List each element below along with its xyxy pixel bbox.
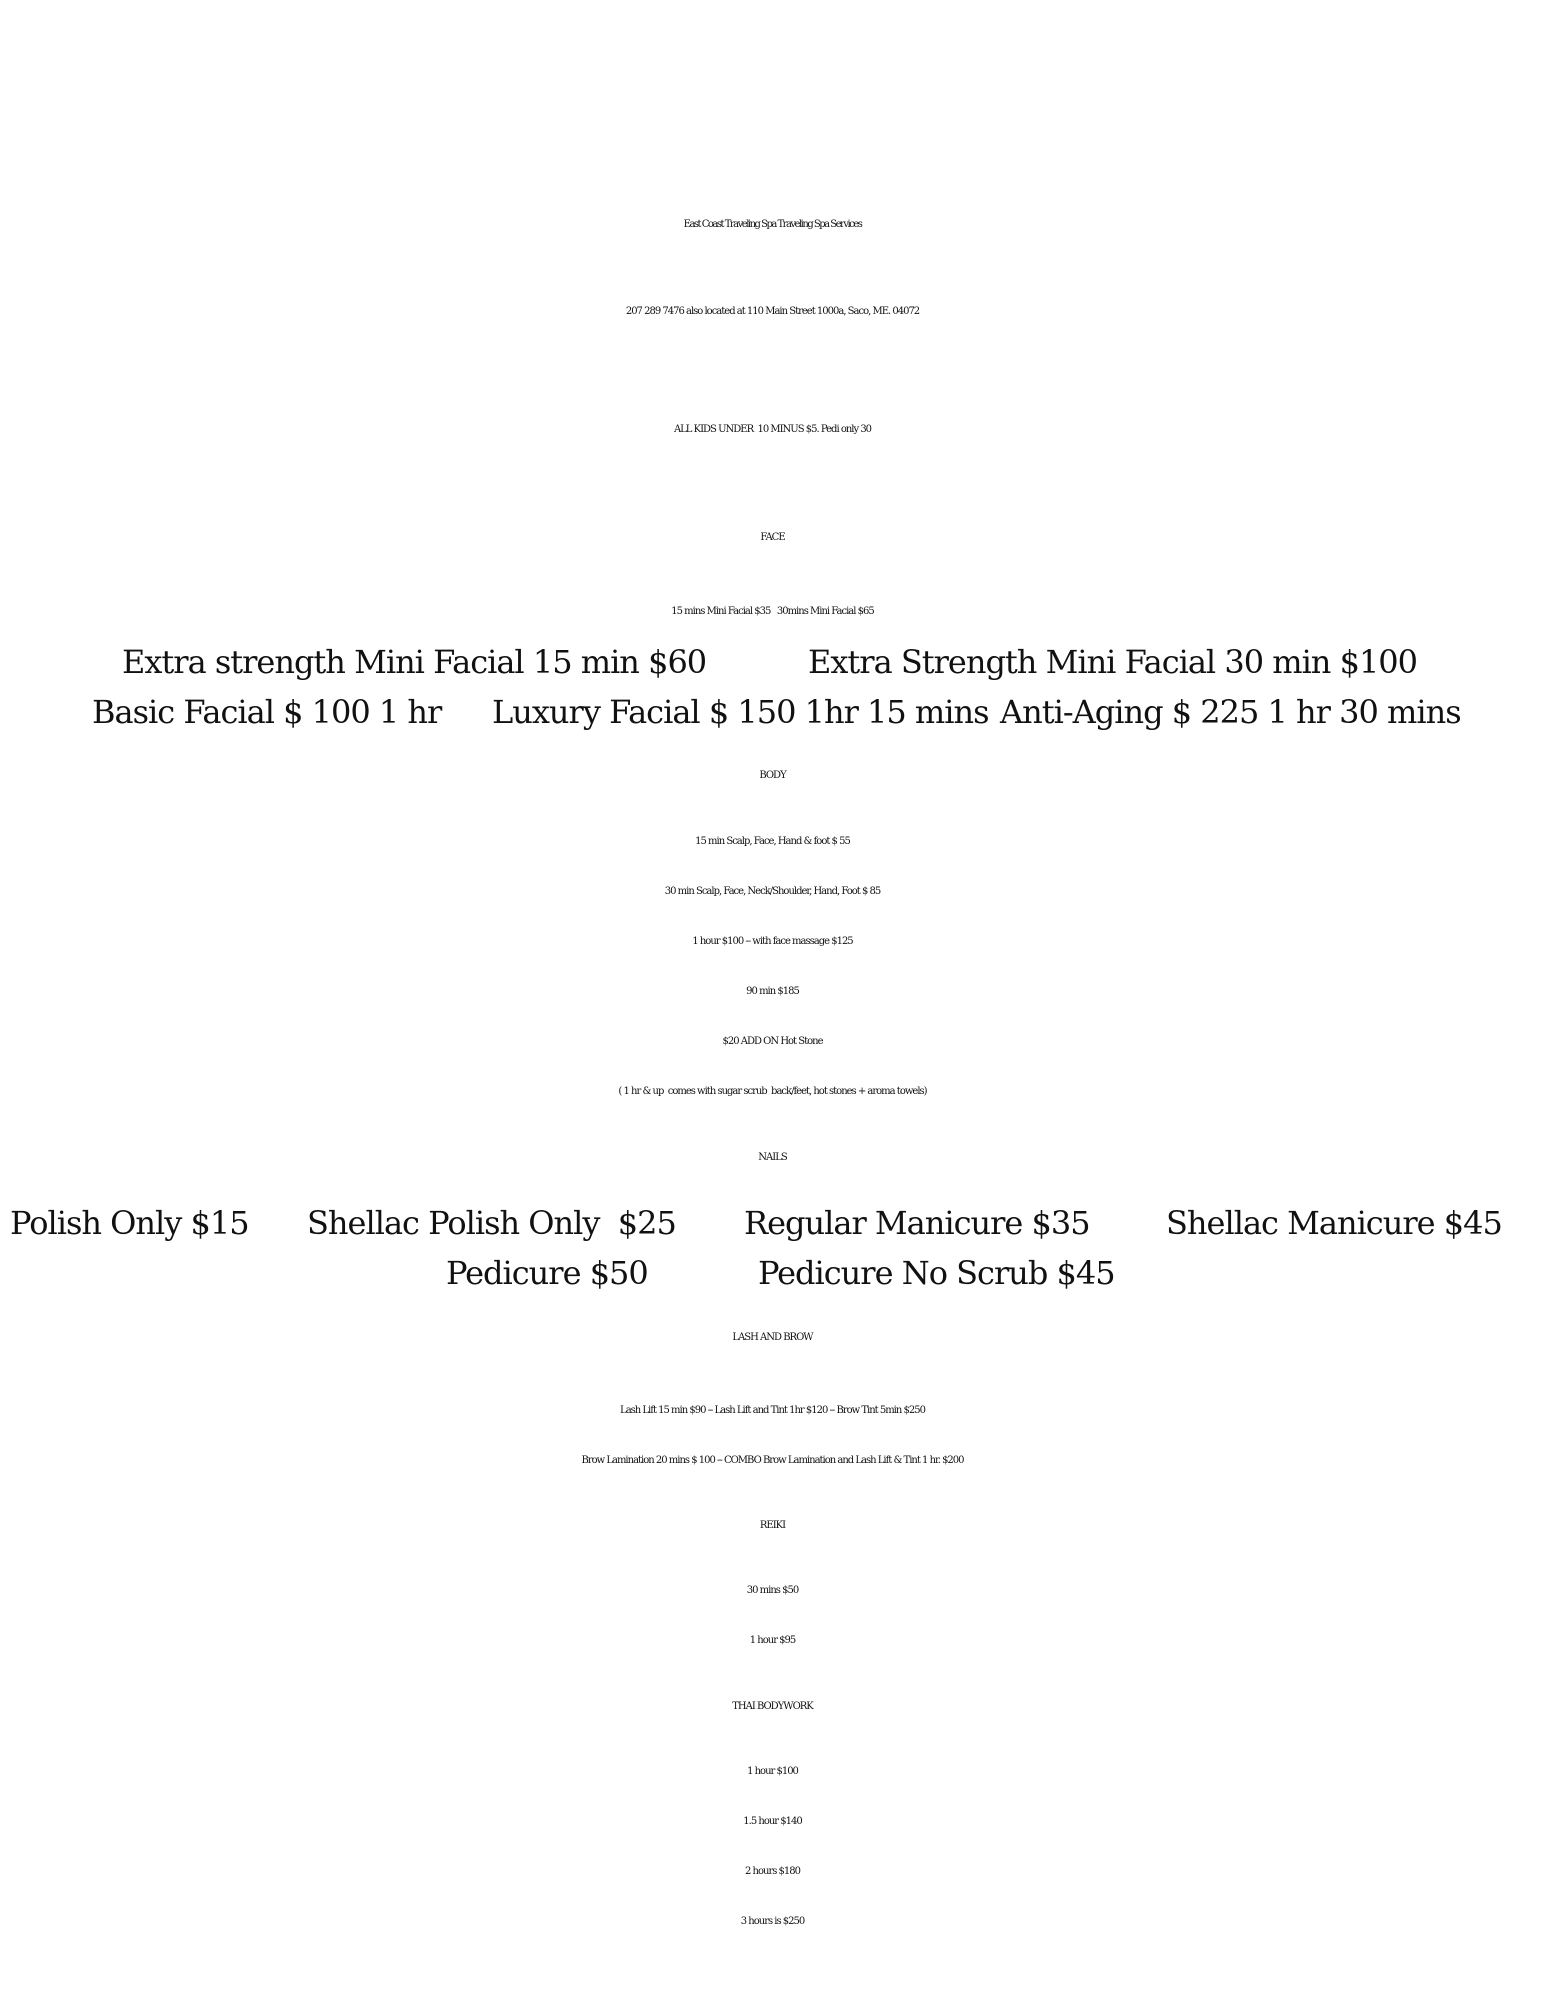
body-item: 90 min $185: [746, 986, 799, 997]
face-luxury-item: Luxury Facial $ 150 1hr 15 mins: [492, 693, 989, 731]
page-title: East Coast Traveling Spa Traveling Spa Services: [683, 219, 862, 230]
body-item: 30 min Scalp, Face, Neck/Shoulder, Hand, Foot $ 85: [664, 886, 881, 897]
body-item: ( 1 hr & up comes with sugar scrub back/feet, hot stones + aroma towels): [618, 1086, 927, 1097]
nails-item: Pedicure No Scrub $45: [758, 1254, 1115, 1292]
face-anti-aging-item: Anti-Aging $ 225 1 hr 30 mins: [1000, 693, 1461, 731]
thai-item: 1 hour $100: [747, 1766, 798, 1777]
contact-address: 207 289 7476 also located at 110 Main Street 1000a, Saco, ME. 04072: [625, 306, 920, 317]
section-heading-thai-bodywork: THAI BODYWORK: [732, 1701, 813, 1712]
nails-row-2: [0, 1252, 1545, 1294]
nails-item: Pedicure $50: [446, 1254, 648, 1292]
face-mini-facial-prices: 15 mins Mini Facial $35 30mins Mini Facial $65: [671, 606, 874, 617]
reiki-item: 30 mins $50: [746, 1585, 799, 1596]
body-item: 1 hour $100 -- with face massage $125: [692, 936, 853, 947]
face-facials-row: [0, 691, 1545, 733]
section-heading-body: BODY: [759, 770, 786, 781]
section-heading-face: FACE: [760, 532, 785, 543]
reiki-item: 1 hour $95: [749, 1635, 796, 1646]
nails-item: Polish Only $15: [10, 1204, 249, 1242]
nails-row-1: [0, 1202, 1545, 1244]
section-heading-nails: NAILS: [758, 1152, 787, 1163]
face-basic-item: Basic Facial $ 100 1 hr: [92, 693, 442, 731]
lash-brow-item: Brow Lamination 20 mins $ 100 -- COMBO Brow Lamination and Lash Lift & Tint 1 hr. $200: [581, 1455, 964, 1466]
thai-item: 2 hours $180: [745, 1866, 800, 1877]
nails-item: Shellac Manicure $45: [1166, 1204, 1502, 1242]
section-heading-reiki: REIKI: [759, 1520, 786, 1531]
thai-item: 1.5 hour $140: [743, 1816, 802, 1827]
body-item: $20 ADD ON Hot Stone: [722, 1036, 823, 1047]
face-extra-15-item: Extra strength Mini Facial 15 min $60: [122, 643, 707, 681]
section-heading-lash-brow: LASH AND BROW: [732, 1332, 813, 1343]
face-extra-strength-row: [0, 641, 1545, 683]
lash-brow-item: Lash Lift 15 min $90 -- Lash Lift and Tint 1hr $120 -- Brow Tint 5min $250: [620, 1405, 925, 1416]
face-extra-30-item: Extra Strength Mini Facial 30 min $100: [808, 643, 1418, 681]
thai-item: 3 hours is $250: [740, 1916, 805, 1927]
nails-item: Regular Manicure $35: [744, 1204, 1090, 1242]
nails-item: Shellac Polish Only $25: [307, 1204, 676, 1242]
body-item: 15 min Scalp, Face, Hand & foot $ 55: [695, 836, 850, 847]
kids-discount-note: ALL KIDS UNDER 10 MINUS $5. Pedi only 30: [673, 424, 872, 435]
